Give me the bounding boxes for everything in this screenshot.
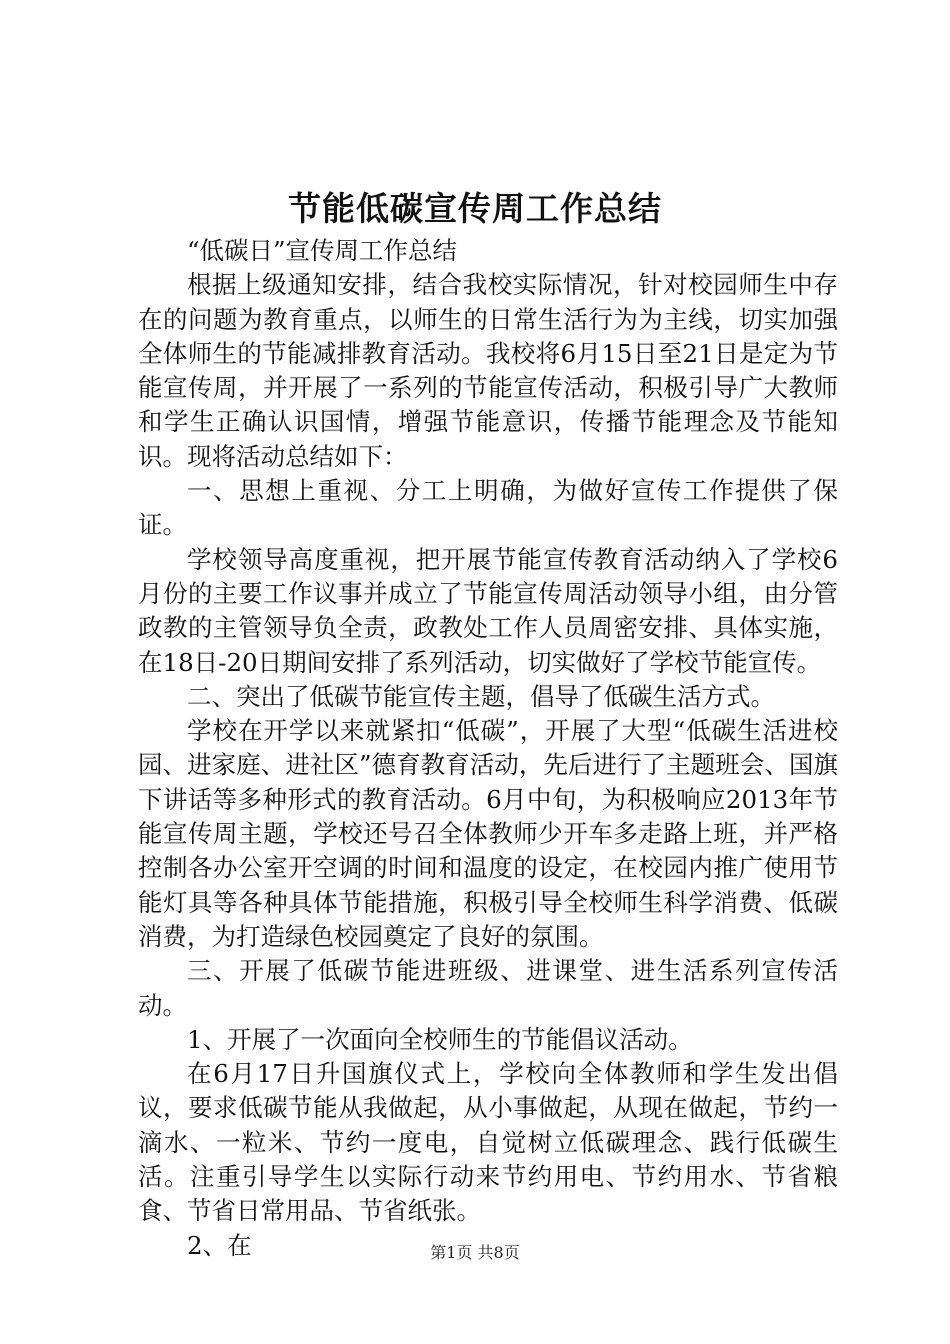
section-heading-3: 三、开展了低碳节能进班级、进课堂、进生活系列宣传活动。 (138, 956, 838, 1020)
subsection-heading-1: 1、开展了一次面向全校师生的节能倡议活动。 (187, 1024, 693, 1054)
intro-paragraph: 根据上级通知安排，结合我校实际情况，针对校园师生中存在的问题为教育重点，以师生的日常生活行为为主线，切实加强全体师生的节能减排教育活动。我校将6月15日至21日是定为节能宣传周，并开展了一系列的节能宣传活动，积极引导广大教师和学生正确认识国情，增强节能意识，传播节能理念及节能知识。现将活动总结如下： (138, 270, 838, 471)
document-title: 节能低碳宣传周工作总结 (288, 189, 662, 228)
document-body (138, 234, 838, 1263)
subsection-1-paragraph: 在6月17日升国旗仪式上，学校向全体教师和学生发出倡议，要求低碳节能从我做起，从小事做起，从现在做起，节约一滴水、一粒米、节约一度电，自觉树立低碳理念、践行低碳生活。注重引导学生以实际行动来节约用电、节约用水、节省粮食、节省日常用品、节省纸张。 (138, 1059, 838, 1226)
page-footer: 第1页 共8页 (430, 1243, 520, 1262)
subsection-heading-2: 2、在 (187, 1230, 252, 1260)
section-1-paragraph: 学校领导高度重视，把开展节能宣传教育活动纳入了学校6月份的主要工作议事并成立了节能宣传周活动领导小组，由分管政教的主管领导负全责，政教处工作人员周密安排、具体实施，在18日-20日期间安排了系列活动，切实做好了学校节能宣传。 (138, 544, 838, 677)
section-heading-2: 二、突出了低碳节能宣传主题，倡导了低碳生活方式。 (187, 681, 775, 711)
section-2-paragraph: 学校在开学以来就紧扣“低碳”，开展了大型“低碳生活进校园、进家庭、进社区”德育教育活动，先后进行了主题班会、国旗下讲话等多种形式的教育活动。6月中旬，为积极响应2013年节能宣传周主题，学校还号召全体教师少开车多走路上班，并严格控制各办公室开空调的时间和温度的设定，在校园内推广使用节能灯具等各种具体节能措施，积极引导全校师生科学消费、低碳消费，为打造绿色校园奠定了良好的氛围。 (138, 716, 838, 951)
subtitle-paragraph: “低碳日”宣传周工作总结 (187, 236, 458, 265)
section-heading-1: 一、思想上重视、分工上明确，为做好宣传工作提供了保证。 (138, 476, 838, 540)
